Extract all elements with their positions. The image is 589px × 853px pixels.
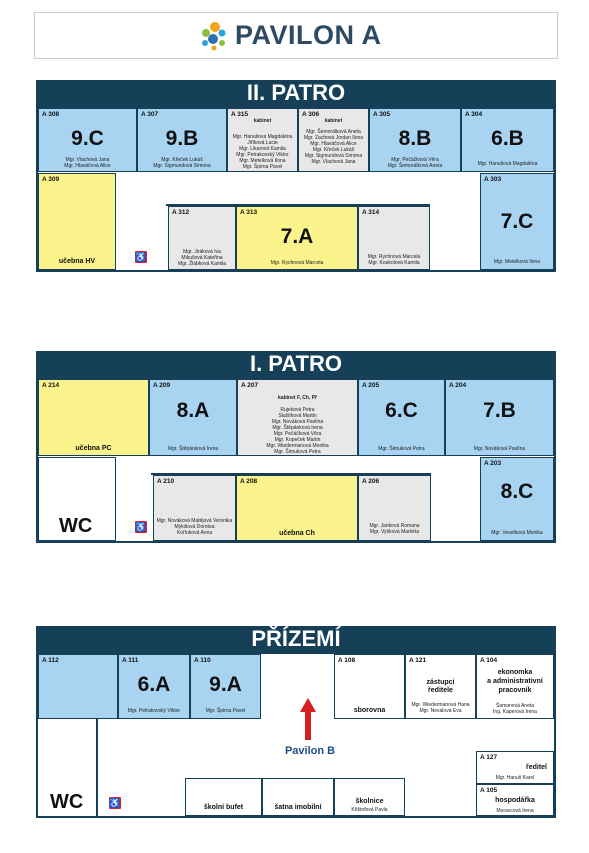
room-a308[interactable] [38, 108, 137, 172]
room-number: A 206 [362, 478, 380, 485]
arrow-up-icon [300, 698, 316, 740]
teacher-name: Mgr. Štěpánková Irena [167, 446, 219, 452]
teacher-name: Mgr. Štěpánková Irena [272, 425, 323, 431]
room-a209[interactable] [149, 379, 237, 456]
teacher-name: Mgr. Metelková Ilona [493, 259, 541, 265]
staff-name: Mgr. Wiedermanová Hana [411, 702, 470, 708]
room-number: A 306 [302, 111, 320, 118]
room-number: A 303 [484, 176, 502, 183]
room-a306[interactable] [298, 108, 369, 172]
teacher-name: Mgr. Šimuková Petra [378, 446, 425, 452]
room-number: A 305 [373, 111, 391, 118]
floor1-title: I. PATRO [36, 351, 556, 377]
class-name: 7.C [500, 210, 534, 233]
teacher-name: Mgr. Sigmundová Simona [153, 163, 211, 169]
ground-title: PŘÍZEMÍ [36, 626, 556, 652]
room-number: A 121 [409, 657, 427, 664]
wheelchair-icon: ♿ [135, 252, 147, 262]
class-name: 9.B [165, 127, 199, 150]
room-a314[interactable] [358, 206, 430, 270]
room-tag: kabinet [253, 118, 272, 124]
room-a105[interactable] [476, 784, 554, 816]
room-a108[interactable] [334, 654, 405, 719]
teacher-name: Mgr. Špirna Pavel [205, 708, 246, 714]
room-number: A 308 [42, 111, 60, 118]
room-number: A 110 [194, 657, 211, 664]
room-label: učebna Ch [279, 530, 315, 537]
class-name: 8.A [176, 399, 210, 422]
teacher-name: Jiříková Lucie [247, 140, 278, 146]
school-buffet[interactable] [185, 778, 262, 816]
room-label: školnice [355, 798, 384, 805]
class-name: 9.A [209, 673, 242, 696]
room-number: A 207 [241, 382, 259, 389]
room-number: A 315 [231, 111, 249, 118]
room-a304[interactable] [461, 108, 554, 172]
teacher-name: Mgr. Nováková Pavlína [473, 446, 526, 452]
teacher-name: Mgr. Jiráková Iva [183, 249, 221, 255]
teacher-name: Mgr. Pečáčková Věra [273, 431, 322, 437]
room-label: pracovník [498, 687, 532, 694]
room-a112[interactable] [38, 654, 118, 719]
room-label: sborovna [353, 707, 386, 714]
teacher-name: Sluštíková Martin [278, 413, 317, 419]
room-a206[interactable] [358, 475, 431, 541]
wc-label: WC [50, 791, 84, 813]
room-a309[interactable] [38, 173, 116, 270]
teacher-name: Mgr. Sigmundová Simona [304, 153, 363, 159]
teacher-name: Mgr. Vlachová Jana [311, 159, 356, 165]
caretaker-room[interactable] [334, 778, 405, 816]
teacher-name: Mgr. Petrakovský Viktor [236, 152, 289, 158]
wc-floor1[interactable] [38, 457, 116, 541]
room-number: A 111 [122, 657, 139, 664]
school-logo-icon [195, 19, 235, 53]
room-label: hospodářka [495, 797, 535, 804]
corridor-wall [96, 719, 98, 816]
room-number: A 312 [172, 209, 190, 216]
room-a203[interactable] [480, 457, 554, 541]
room-number: A 208 [240, 478, 258, 485]
room-a127[interactable] [476, 751, 554, 784]
teacher-name: Mgr. Nováková Matějová Veronika [156, 518, 233, 524]
teacher-name: Mgr. Hanušová Magdaléna [477, 161, 538, 167]
room-label: a administrativní [487, 678, 543, 685]
room-label: učebna HV [58, 258, 96, 265]
room-number: A 127 [480, 754, 498, 761]
room-number: A 307 [141, 111, 159, 118]
class-name: 6.C [385, 399, 418, 422]
room-a111[interactable] [118, 654, 190, 719]
room-a110[interactable] [190, 654, 261, 719]
room-number: A 210 [157, 478, 175, 485]
room-number: A 205 [362, 382, 380, 389]
teacher-name: Mgr. Šemorálková Aneta [306, 129, 361, 135]
room-a104[interactable] [476, 654, 554, 719]
room-a312[interactable] [168, 206, 236, 270]
room-label: šatna imobilní [274, 804, 322, 811]
room-number: A 108 [338, 657, 356, 664]
room-number: A 104 [480, 657, 498, 664]
teacher-name: Mgr. Šimuková Petra [274, 449, 321, 455]
wardrobe-accessible[interactable] [262, 778, 334, 816]
room-number: A 112 [42, 657, 59, 664]
teacher-name: Kořínková Anna [176, 530, 213, 536]
teacher-name: Rujeková Petra [280, 407, 315, 413]
room-label: zástupci [426, 679, 455, 686]
staff-name: Moravcová Irena [496, 808, 534, 814]
room-a210[interactable] [153, 475, 236, 541]
room-number: A 304 [465, 111, 483, 118]
room-number: A 313 [240, 209, 258, 216]
teacher-name: Mgr. Petrakovský Viktor [127, 708, 181, 714]
wheelchair-icon: ♿ [109, 798, 121, 808]
teacher-name: Mgr. Janková Romana [369, 523, 420, 529]
teacher-name: Mgr. Metelková Ilona [239, 158, 286, 164]
room-a313[interactable] [236, 206, 358, 270]
teacher-name: Mgr. Vyšková Markéta [369, 529, 420, 535]
class-name: 7.B [483, 399, 516, 422]
room-a315[interactable] [227, 108, 298, 172]
header-banner [34, 12, 558, 59]
teacher-name: Mgr. Rychnová Marcela [367, 254, 421, 260]
wheelchair-icon: ♿ [135, 522, 147, 532]
teacher-name: Mgr. Wiedermanová Monika [266, 443, 329, 449]
class-name: 8.C [500, 480, 534, 503]
teacher-name: Mgr. Nováková Pavlína [271, 419, 324, 425]
teacher-name: Mgr. Křeček Lukáš [312, 147, 355, 153]
teacher-name: Mgr. Rychnová Marcela [270, 260, 324, 266]
staff-name: Mgr. Neválová Eva [419, 708, 462, 714]
teacher-name: Mgr. Žlábková Kamila [177, 261, 227, 267]
class-name: 8.B [398, 127, 432, 150]
room-label: ředitele [428, 687, 453, 694]
teacher-name: Mikušová Kateřina [181, 255, 223, 261]
room-a305[interactable] [369, 108, 461, 172]
page-title: PAVILON A [235, 20, 382, 50]
room-number: A 309 [42, 176, 60, 183]
room-number: A 314 [362, 209, 380, 216]
wc-label: WC [59, 515, 93, 537]
room-a208[interactable] [236, 475, 358, 541]
teacher-name: Mgr. Šemorálková Aneta [387, 163, 443, 169]
room-a205[interactable] [358, 379, 445, 456]
teacher-name: Mgr. Hanušová Magdaléna [232, 134, 293, 140]
teacher-name: Mgr. Zachová Jordan Ilona [303, 135, 364, 141]
room-a307[interactable] [137, 108, 227, 172]
teacher-name: Mykišová Dorotea [174, 524, 215, 530]
teacher-name: Mgr. Hlaváčová Alice [310, 141, 357, 147]
teacher-name: Mgr. Hlaváčová Alice [64, 163, 111, 169]
room-label: ředitel [525, 764, 547, 771]
room-a204[interactable] [445, 379, 554, 456]
room-label: učebna PC [75, 445, 112, 452]
teacher-name: Mgr. Likarová Kamila [239, 146, 286, 152]
room-number: A 203 [484, 460, 502, 467]
room-a121[interactable] [405, 654, 476, 719]
room-a214[interactable] [38, 379, 149, 456]
class-name: 6.B [491, 127, 524, 150]
teacher-name: Mgr. Kopeček Martin [274, 437, 321, 443]
staff-name: Mgr. Hanuš Karel [495, 775, 535, 781]
room-tag: kabinet F, Ch, Př [278, 395, 317, 401]
room-tag: kabinet [324, 118, 343, 124]
room-number: A 105 [480, 787, 498, 794]
room-number: A 204 [449, 382, 467, 389]
teacher-name: Mgr. Pečáčková Věra [391, 157, 439, 163]
class-name: 7.A [280, 225, 314, 248]
room-label: ekonomka [497, 669, 533, 676]
class-name: 6.A [137, 673, 171, 696]
class-name: 9.C [71, 127, 104, 150]
wc-ground[interactable] [38, 719, 96, 816]
room-number: A 214 [42, 382, 60, 389]
room-label: školní bufet [203, 804, 244, 811]
teacher-name: Mgr. Veselková Monika [491, 530, 543, 536]
room-a207[interactable] [237, 379, 358, 456]
staff-name: Křištofová Pavla [351, 807, 388, 813]
teacher-name: Mgr. Křeček Lukáš [161, 157, 203, 163]
staff-name: Ing. Kaperová Irena [493, 709, 537, 715]
teacher-name: Mgr. Vlachová Jana [65, 157, 110, 163]
room-a303[interactable] [480, 173, 554, 270]
teacher-name: Mgr. Špirna Pavel [242, 164, 283, 170]
floor2-title: II. PATRO [36, 80, 556, 106]
teacher-name: Mgr. Koukolová Kamila [368, 260, 420, 266]
pavilon-b-label[interactable]: Pavilon B [284, 745, 336, 757]
room-number: A 209 [153, 382, 171, 389]
staff-name: Šamanová Aneta [495, 703, 535, 709]
